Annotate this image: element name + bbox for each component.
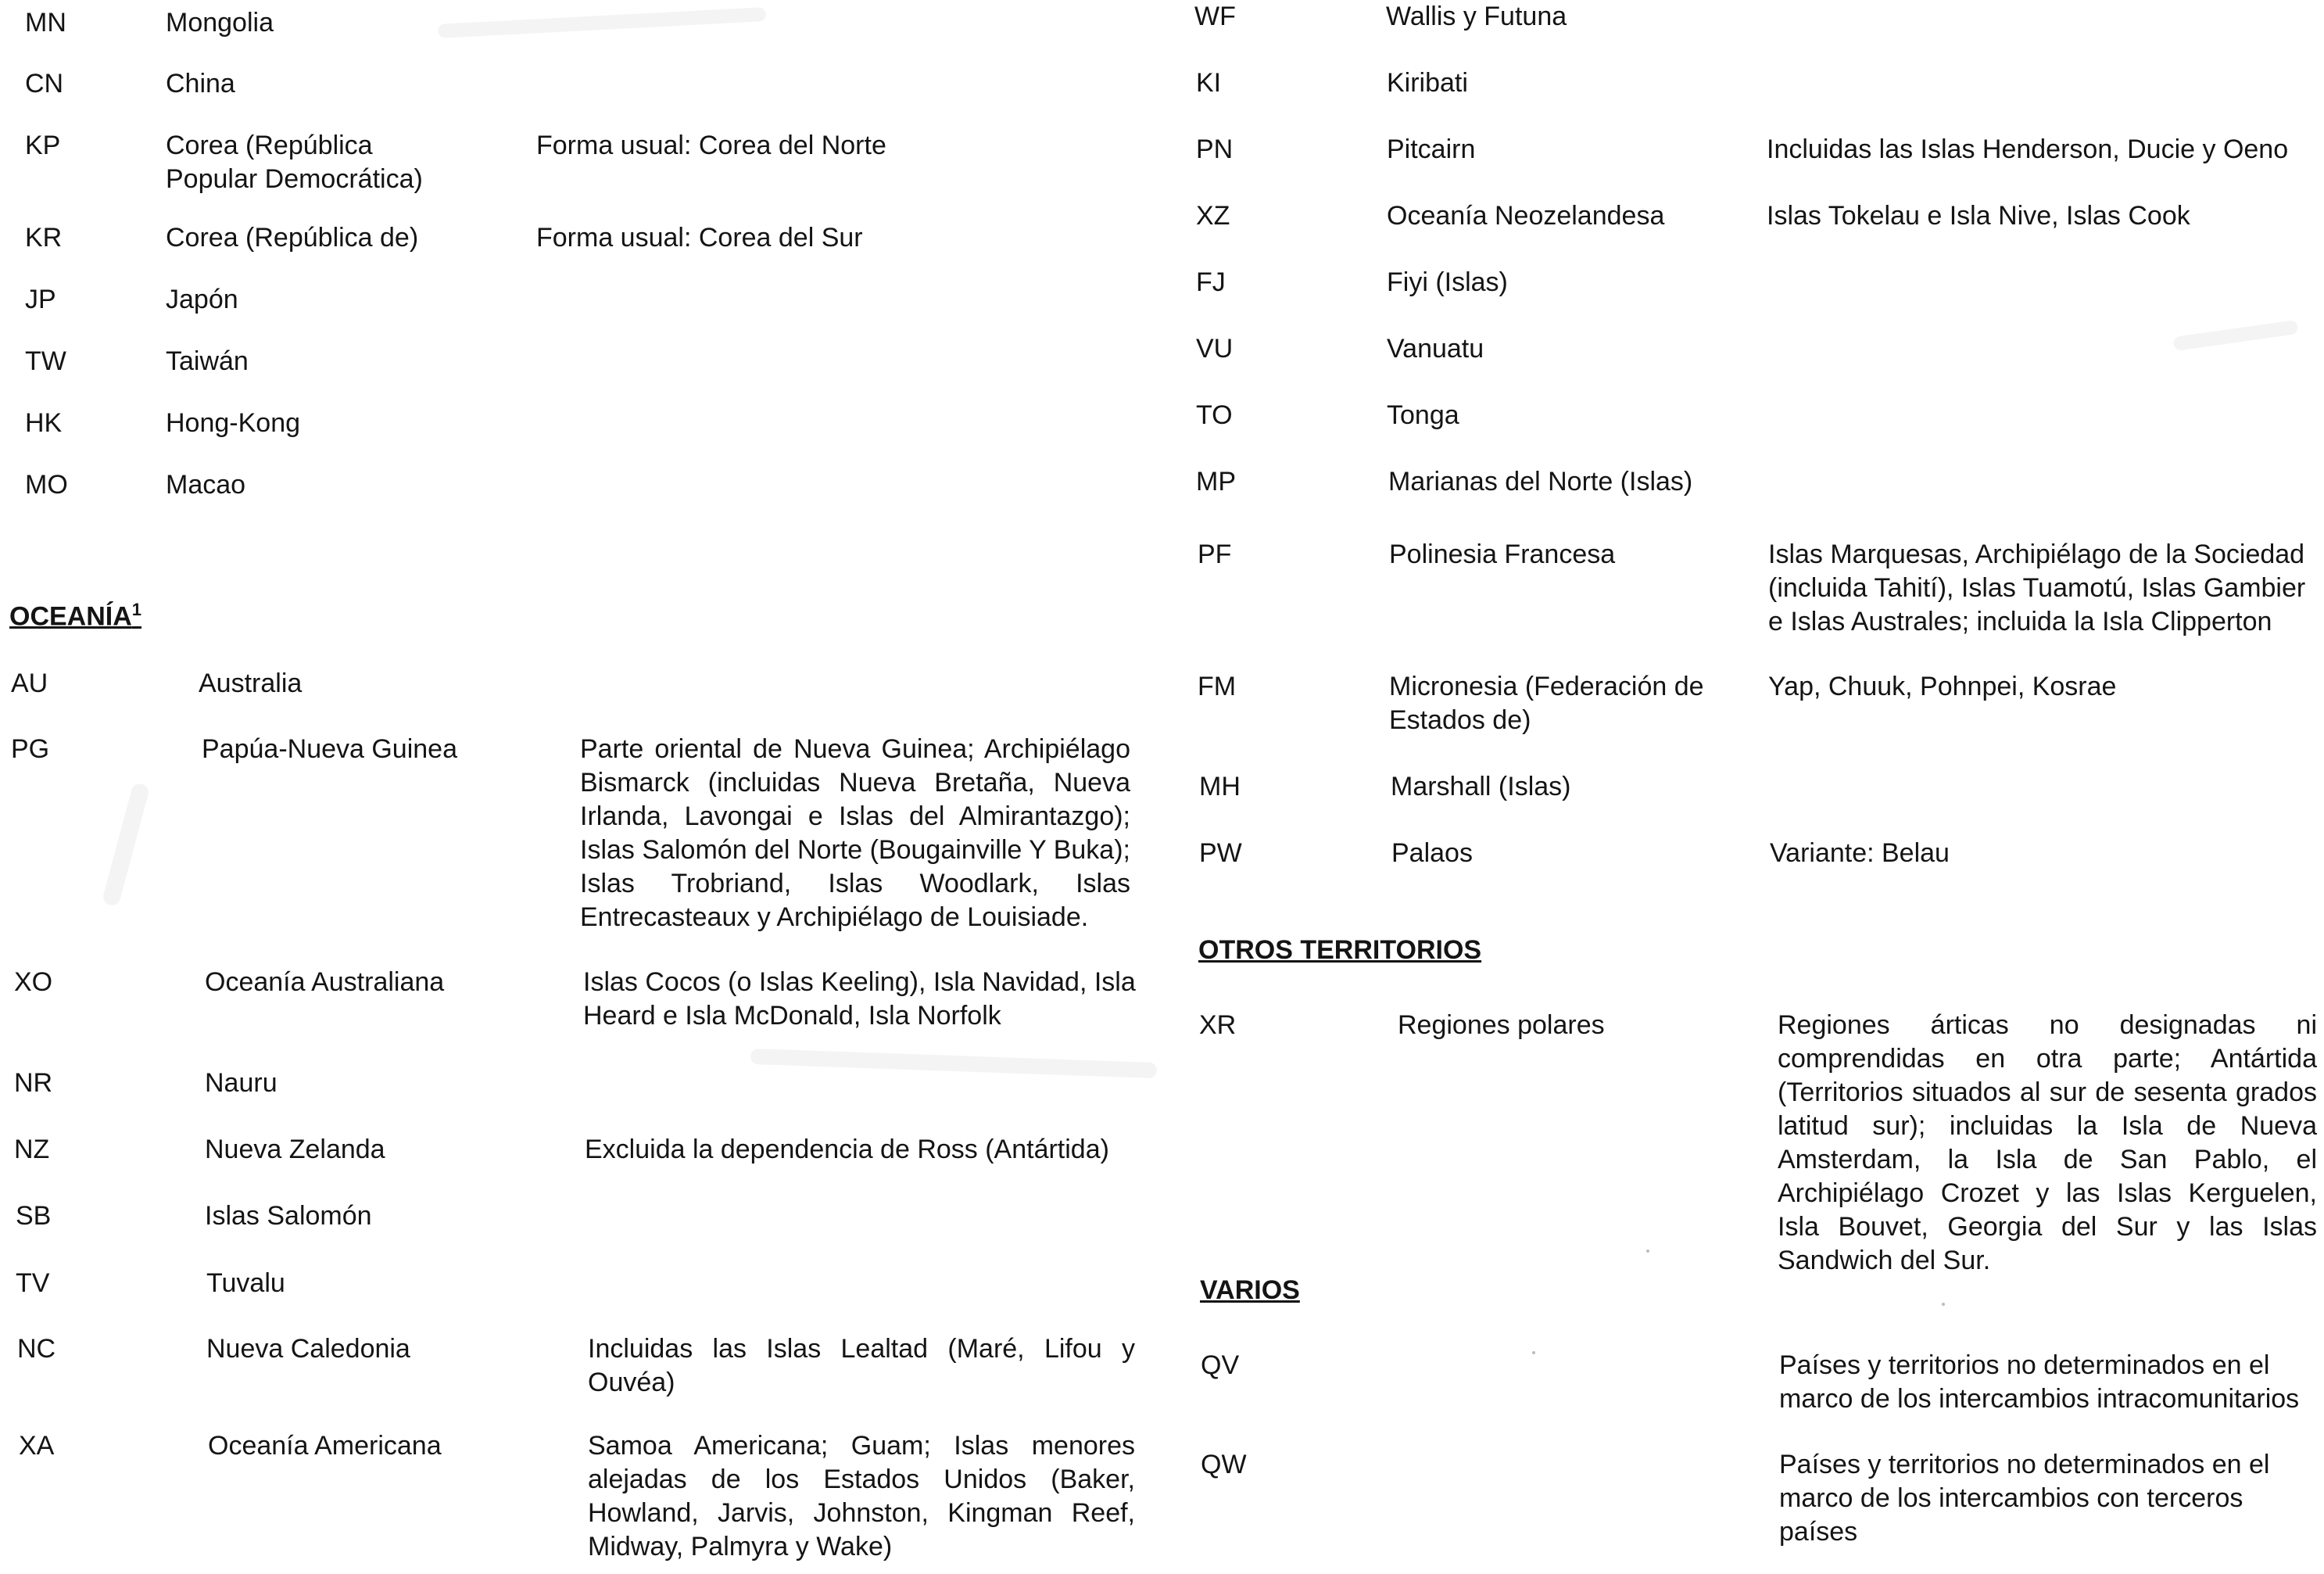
country-name: Marshall (Islas) [1391, 772, 1571, 801]
country-code: KR [25, 223, 63, 253]
country-name: Tuvalu [206, 1268, 285, 1298]
section-heading-otros-territorios [1198, 935, 1481, 966]
country-code: HK [25, 408, 63, 438]
country-code: NZ [14, 1135, 50, 1164]
country-code: KI [1196, 68, 1222, 98]
scan-speck [1646, 1250, 1649, 1253]
section-heading-oceania [9, 600, 141, 632]
country-name: Nueva Zelanda [205, 1135, 385, 1164]
scan-speck [1532, 1351, 1535, 1354]
country-code: JP [25, 285, 56, 314]
country-code: QV [1201, 1350, 1240, 1380]
country-name: Nueva Caledonia [206, 1334, 410, 1364]
country-note: Excluida la dependencia de Ross (Antártida) [585, 1135, 1109, 1164]
footnote-marker: 1 [131, 600, 142, 619]
country-code: XR [1199, 1010, 1237, 1040]
country-name: Nauru [205, 1068, 278, 1098]
country-name: Japón [166, 285, 238, 314]
country-note: Samoa Americana; Guam; Islas menores alejadas de los Estados Unidos (Baker, Howland, Jarvis, Johnston, Kingman Reef, Midway, Palmyra y Wake) [588, 1431, 1135, 1561]
country-code: TV [16, 1268, 50, 1298]
country-note: Parte oriental de Nueva Guinea; Archipiélago Bismarck (incluidas Nueva Bretaña, Nueva Irlanda, Lavongai e Islas del Almirantazgo); Islas Salomón del Norte (Bougainville Y Buka); Islas Trobriand, Islas Woodlark, Islas Entrecasteaux y Archipiélago de Louisiade. [580, 734, 1130, 932]
country-note: Forma usual: Corea del Norte [536, 131, 886, 160]
country-code: SB [16, 1201, 52, 1231]
heading-text: OCEANÍA [9, 601, 132, 632]
country-name: Taiwán [166, 346, 249, 376]
country-name: Fiyi (Islas) [1387, 267, 1508, 297]
country-code: MH [1199, 772, 1241, 801]
country-code: XZ [1196, 201, 1230, 231]
country-note: Islas Cocos (o Islas Keeling), Isla Navidad, Isla Heard e Isla McDonald, Isla Norfolk [583, 967, 1136, 1031]
country-code: PF [1198, 540, 1232, 569]
section-heading-varios [1200, 1275, 1300, 1306]
country-name: Papúa-Nueva Guinea [202, 734, 458, 764]
country-code: QW [1201, 1450, 1247, 1479]
country-name: Islas Salomón [205, 1201, 372, 1231]
country-name: Corea (República Popular Democrática) [166, 131, 423, 194]
country-name: Australia [199, 669, 303, 698]
scan-smudge [438, 7, 766, 38]
country-name: Corea (República de) [166, 223, 419, 253]
country-name: Micronesia (Federación de Estados de) [1389, 672, 1704, 735]
country-name: Vanuatu [1387, 334, 1484, 364]
country-note: Variante: Belau [1770, 838, 1950, 868]
country-code: PN [1196, 134, 1234, 164]
country-code: AU [11, 669, 48, 698]
country-code: FM [1198, 672, 1237, 701]
scan-smudge [102, 782, 151, 907]
country-name: Macao [166, 470, 246, 500]
country-name: Regiones polares [1398, 1010, 1605, 1040]
country-code: MN [25, 8, 66, 38]
country-name: Wallis y Futuna [1386, 2, 1567, 31]
country-code: VU [1196, 334, 1234, 364]
scan-smudge [2173, 320, 2299, 351]
country-code: TO [1196, 400, 1233, 430]
heading-text: VARIOS [1200, 1275, 1300, 1305]
heading-text: OTROS TERRITORIOS [1198, 935, 1482, 965]
country-code: WF [1194, 2, 1236, 31]
country-name: Kiribati [1387, 68, 1468, 98]
country-name: Oceanía Neozelandesa [1387, 201, 1665, 231]
country-code: NR [14, 1068, 53, 1098]
country-name: Hong-Kong [166, 408, 301, 438]
country-code: XO [14, 967, 53, 997]
country-code: TW [25, 346, 66, 376]
country-code: KP [25, 131, 61, 160]
country-name: Mongolia [166, 8, 274, 38]
scan-speck [1942, 1303, 1945, 1306]
country-note: Incluidas las Islas Lealtad (Maré, Lifou y Ouvéa) [588, 1334, 1135, 1397]
country-name: Marianas del Norte (Islas) [1388, 467, 1693, 497]
country-code: PG [11, 734, 50, 764]
country-code: FJ [1196, 267, 1226, 297]
country-note: Islas Tokelau e Isla Nive, Islas Cook [1767, 201, 2190, 231]
country-note: Regiones árticas no designadas ni comprendidas en otra parte; Antártida (Territorios situados al sur de sesenta grados latitud sur); incluidas la Isla de Nueva Amsterdam, la Isla de San Pablo, el Archipiélago Crozet y las Islas Kerguelen, Isla Bouvet, Georgia del Sur y las Islas Sandwich del Sur. [1778, 1010, 2317, 1275]
country-name: Oceanía Americana [208, 1431, 442, 1461]
country-note: Países y territorios no determinados en el marco de los intercambios con terceros países [1779, 1450, 2270, 1547]
country-note: Forma usual: Corea del Sur [536, 223, 863, 253]
country-note: Incluidas las Islas Henderson, Ducie y Oeno [1767, 134, 2289, 164]
country-name: Oceanía Australiana [205, 967, 445, 997]
country-name: China [166, 69, 235, 99]
country-code: MO [25, 470, 68, 500]
country-name: Polinesia Francesa [1389, 540, 1616, 569]
country-code: XA [19, 1431, 55, 1461]
country-name: Pitcairn [1387, 134, 1476, 164]
country-code: MP [1196, 467, 1236, 497]
country-code: PW [1199, 838, 1242, 868]
country-code: NC [17, 1334, 56, 1364]
country-note: Países y territorios no determinados en el marco de los intercambios intracomunitarios [1779, 1350, 2300, 1414]
country-name: Tonga [1387, 400, 1459, 430]
country-note: Islas Marquesas, Archipiélago de la Sociedad (incluida Tahití), Islas Tuamotú, Islas Gambier e Islas Australes; incluida la Isla Clipperton [1768, 540, 2306, 636]
country-note: Yap, Chuuk, Pohnpei, Kosrae [1768, 672, 2117, 701]
country-name: Palaos [1391, 838, 1473, 868]
scan-smudge [750, 1049, 1157, 1078]
country-code: CN [25, 69, 64, 99]
